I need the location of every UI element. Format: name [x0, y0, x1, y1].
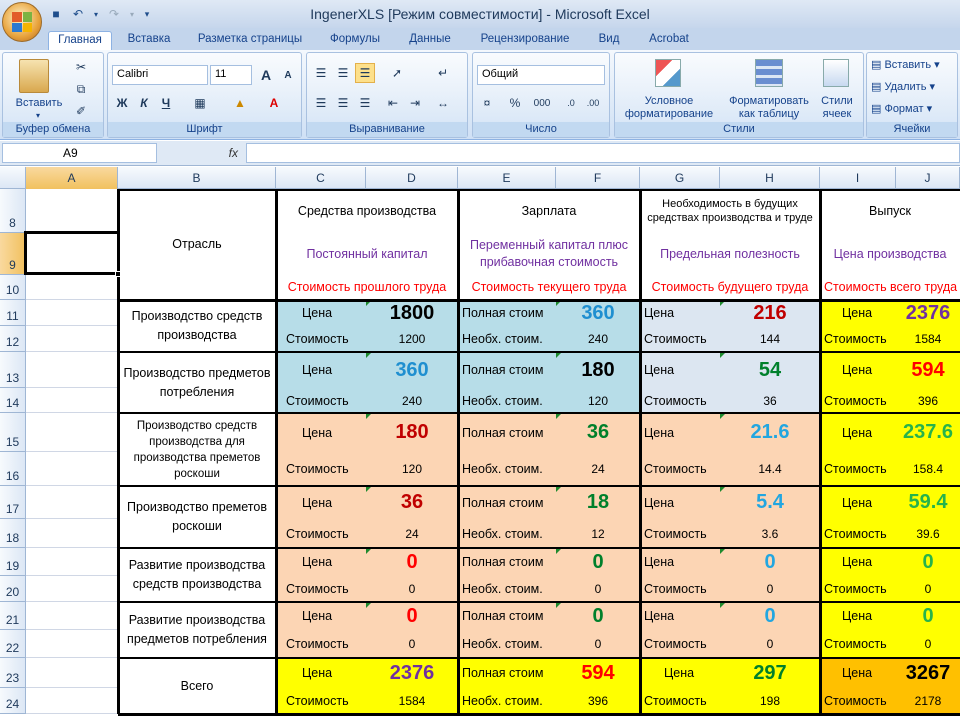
increase-indent-icon[interactable]: ⇥ — [409, 96, 421, 110]
tab-formulas[interactable]: Формулы — [329, 33, 381, 45]
sector-name: Производство средств производства для производства преметов роскоши — [118, 413, 276, 486]
price-value[interactable]: 0 — [592, 604, 604, 627]
insert-function-button[interactable]: fx — [228, 146, 238, 160]
tab-home[interactable]: Главная — [48, 31, 112, 50]
cost-value[interactable]: 120 — [401, 462, 423, 476]
table-border — [118, 189, 960, 191]
cost-label: Необх. стоим. — [462, 332, 543, 346]
shrink-font-button[interactable]: A — [284, 69, 292, 81]
cost-label: Стоимость — [824, 637, 887, 651]
number-group — [472, 52, 610, 138]
row-header-11[interactable]: 11 — [0, 300, 26, 326]
cost-value[interactable]: 24 — [405, 526, 419, 541]
means-header: Средства производства — [276, 189, 458, 233]
styles-group — [614, 52, 864, 138]
table-border — [819, 189, 822, 714]
cost-value[interactable]: 36 — [763, 393, 777, 408]
table-border — [118, 351, 960, 353]
number-group-label: Число — [473, 122, 609, 137]
cost-label: Стоимость — [824, 526, 887, 541]
price-value[interactable]: 0 — [764, 550, 776, 573]
cost-value[interactable]: 1584 — [914, 332, 942, 346]
paste-button[interactable]: Вставить — [15, 97, 63, 109]
column-header-e[interactable]: E — [458, 167, 556, 189]
tab-review[interactable]: Рецензирование — [480, 33, 570, 45]
align-center-icon[interactable]: ☰ — [337, 96, 349, 110]
column-header-a[interactable]: A — [26, 167, 118, 189]
column-header-b[interactable]: B — [118, 167, 276, 189]
cost-value[interactable]: 24 — [591, 462, 605, 476]
copy-icon[interactable]: ⧉ — [76, 81, 86, 96]
conditional-formatting-icon[interactable] — [655, 59, 681, 87]
align-left-icon[interactable]: ☰ — [315, 96, 327, 110]
wrap-text-icon[interactable]: ↵ — [437, 66, 449, 80]
cost-value[interactable]: 0 — [924, 582, 932, 596]
number-format-select[interactable]: Общий — [477, 65, 605, 85]
total-labor-header: Стоимость всего труда — [820, 275, 960, 300]
column-header-h[interactable]: H — [720, 167, 820, 189]
quick-access-toolbar — [48, 5, 152, 23]
percent-button[interactable]: % — [509, 96, 521, 110]
price-label: Цена — [302, 425, 333, 440]
paste-dropdown-icon[interactable]: ▾ — [35, 111, 40, 120]
price-value[interactable]: 59.4 — [908, 491, 948, 513]
row-header-9[interactable]: 9 — [0, 233, 26, 275]
cost-value[interactable]: 12 — [591, 526, 605, 541]
cells-group-label: Ячейки — [867, 122, 957, 137]
cost-value[interactable]: 0 — [766, 582, 774, 596]
row-header-22[interactable]: 22 — [0, 630, 26, 658]
column-header-j[interactable]: J — [896, 167, 960, 189]
font-group-label: Шрифт — [108, 122, 301, 137]
alignment-group — [306, 52, 468, 138]
table-border — [118, 601, 960, 603]
price-label: Полная стоим — [462, 306, 544, 320]
cost-value[interactable]: 240 — [587, 332, 609, 346]
cost-value[interactable]: 240 — [401, 393, 423, 408]
undo-icon[interactable]: ↶ — [72, 7, 84, 21]
column-headers — [0, 167, 960, 189]
cost-value[interactable]: 1200 — [398, 332, 426, 346]
industry-header: Отрасль — [118, 189, 276, 300]
decrease-indent-icon[interactable]: ⇤ — [387, 96, 399, 110]
cost-value[interactable]: 0 — [924, 637, 932, 651]
row-header-23[interactable]: 23 — [0, 658, 26, 688]
row-header-24[interactable]: 24 — [0, 688, 26, 714]
row-header-15[interactable]: 15 — [0, 413, 26, 452]
price-label: Цена — [302, 306, 333, 320]
fill-color-icon[interactable]: ▲ — [234, 96, 246, 110]
cost-label: Необх. стоим. — [462, 462, 543, 476]
price-label: Цена — [644, 425, 675, 440]
cost-label: Стоимость — [644, 462, 707, 476]
price-label: Цена — [302, 609, 333, 623]
price-value[interactable]: 216 — [753, 301, 787, 324]
selected-cell-a9[interactable] — [24, 231, 120, 275]
cost-label: Стоимость — [286, 393, 349, 408]
cost-label: Необх. стоим. — [462, 637, 543, 651]
tab-data[interactable]: Данные — [409, 33, 451, 45]
cost-label: Необх. стоим. — [462, 582, 543, 596]
table-border — [275, 189, 278, 714]
cost-label: Стоимость — [644, 526, 707, 541]
current-labor-header: Стоимость текущего труда — [458, 275, 640, 300]
conditional-formatting-button[interactable]: Условное форматирование — [624, 95, 714, 120]
grow-font-button[interactable]: A — [260, 67, 272, 83]
cut-icon[interactable]: ✂ — [75, 60, 87, 74]
borders-icon[interactable]: ▦ — [194, 96, 206, 110]
format-as-table-button[interactable]: Форматировать как таблицу — [729, 95, 809, 120]
underline-button[interactable]: Ч — [161, 96, 171, 110]
price-label: Цена — [302, 666, 333, 680]
font-group — [107, 52, 302, 138]
cost-label: Стоимость — [286, 694, 349, 708]
row-header-17[interactable]: 17 — [0, 486, 26, 519]
cost-label: Стоимость — [286, 332, 349, 346]
clipboard-group — [2, 52, 104, 138]
align-top-icon[interactable]: ☰ — [315, 66, 327, 80]
cost-value[interactable]: 0 — [594, 637, 602, 651]
price-label: Цена — [842, 306, 873, 320]
cost-label: Стоимость — [286, 526, 349, 541]
cost-label: Стоимость — [644, 694, 707, 708]
price-label: Цена — [644, 306, 675, 320]
price-value[interactable]: 18 — [586, 491, 610, 513]
price-label: Полная стоим — [462, 666, 544, 680]
ribbon-tabs — [0, 28, 960, 50]
price-value[interactable]: 237.6 — [902, 421, 954, 443]
font-size-select[interactable]: 11 — [210, 65, 252, 85]
name-box[interactable]: A9 — [2, 143, 157, 163]
row-header-16[interactable]: 16 — [0, 452, 26, 486]
tab-acrobat[interactable]: Acrobat — [649, 33, 689, 45]
price-value[interactable]: 54 — [758, 358, 782, 381]
table-border — [118, 657, 960, 659]
price-value[interactable]: 0 — [592, 550, 604, 573]
price-label: Полная стоим — [462, 495, 544, 510]
window-title: IngenerXLS [Режим совместимости] - Microsoft Excel — [310, 6, 650, 22]
cost-label: Стоимость — [824, 462, 887, 476]
worksheet-grid[interactable] — [0, 189, 960, 720]
delete-cells-button[interactable]: ▤ Удалить ▾ — [871, 81, 936, 93]
row-header-21[interactable]: 21 — [0, 602, 26, 630]
output-header: Выпуск — [820, 189, 960, 233]
cost-label: Необх. стоим. — [462, 694, 543, 708]
format-painter-icon[interactable]: ✐ — [75, 104, 87, 118]
cost-label: Стоимость — [824, 332, 887, 346]
bold-button[interactable]: Ж — [116, 96, 128, 110]
row-header-20[interactable]: 20 — [0, 576, 26, 602]
cost-label: Стоимость — [644, 637, 707, 651]
price-label: Полная стоим — [462, 425, 544, 440]
price-label: Полная стоим — [462, 363, 544, 377]
production-price-header: Цена производства — [820, 233, 960, 275]
price-value[interactable]: 3267 — [905, 661, 951, 684]
price-label: Цена — [644, 555, 675, 569]
align-right-icon[interactable]: ☰ — [359, 96, 371, 110]
align-bottom-icon[interactable]: ☰ — [355, 63, 375, 83]
table-border — [457, 189, 460, 714]
cell-styles-icon[interactable] — [823, 59, 849, 87]
price-label: Цена — [842, 609, 873, 623]
price-value[interactable]: 0 — [764, 604, 776, 627]
price-label: Цена — [664, 666, 695, 680]
price-value[interactable]: 360 — [395, 358, 429, 381]
row-header-13[interactable]: 13 — [0, 352, 26, 388]
cost-label: Стоимость — [286, 582, 349, 596]
price-label: Цена — [842, 555, 873, 569]
row-header-10[interactable]: 10 — [0, 275, 26, 300]
font-name-select[interactable]: Calibri — [112, 65, 208, 85]
customize-toolbar-icon[interactable]: ▾ — [144, 8, 150, 19]
cost-label: Стоимость — [644, 393, 707, 408]
styles-group-label: Стили — [615, 122, 863, 137]
row-header-14[interactable]: 14 — [0, 388, 26, 413]
column-header-c[interactable]: C — [276, 167, 366, 189]
cost-value[interactable]: 14.4 — [758, 462, 782, 476]
table-border — [118, 713, 960, 716]
decrease-decimal-icon[interactable]: .00 — [586, 98, 600, 108]
cost-value[interactable]: 2178 — [914, 694, 942, 708]
cost-value[interactable]: 0 — [408, 582, 416, 596]
row-header-18[interactable]: 18 — [0, 519, 26, 548]
row-header-19[interactable]: 19 — [0, 548, 26, 576]
price-value[interactable]: 297 — [753, 661, 787, 684]
thousands-button[interactable]: 000 — [533, 97, 551, 109]
column-header-g[interactable]: G — [640, 167, 720, 189]
paste-icon[interactable] — [19, 59, 49, 93]
sector-name: Всего — [118, 658, 276, 714]
price-label: Цена — [302, 555, 333, 569]
price-label: Цена — [842, 363, 873, 377]
price-value[interactable]: 21.6 — [750, 421, 790, 443]
cost-value[interactable]: 0 — [766, 637, 774, 651]
cost-value[interactable]: 198 — [759, 694, 781, 708]
cost-value[interactable]: 158.4 — [912, 462, 944, 476]
redo-dropdown-icon[interactable]: ▾ — [129, 9, 134, 19]
cell-styles-button[interactable]: Стили ячеек — [821, 95, 853, 120]
sector-name: Развитие производства предметов потребления — [118, 602, 276, 658]
select-all-corner[interactable] — [0, 167, 26, 189]
cost-label: Стоимость — [824, 694, 887, 708]
cost-label: Необх. стоим. — [462, 393, 543, 408]
price-value[interactable]: 594 — [581, 661, 615, 684]
price-label: Цена — [644, 609, 675, 623]
row-header-12[interactable]: 12 — [0, 326, 26, 352]
formula-input[interactable] — [246, 143, 960, 163]
cost-label: Необх. стоим. — [462, 526, 543, 541]
redo-icon[interactable]: ↷ — [108, 7, 120, 21]
price-value[interactable]: 0 — [922, 604, 934, 627]
increase-decimal-icon[interactable]: .0 — [567, 98, 575, 108]
column-header-d[interactable]: D — [366, 167, 458, 189]
font-color-icon[interactable]: A — [269, 96, 279, 110]
cost-label: Стоимость — [644, 332, 707, 346]
undo-dropdown-icon[interactable]: ▾ — [93, 9, 98, 19]
format-cells-button[interactable]: ▤ Формат ▾ — [871, 103, 933, 115]
cells-group — [866, 52, 958, 138]
price-label: Цена — [842, 495, 873, 510]
cost-value[interactable]: 396 — [587, 694, 609, 708]
table-border — [118, 412, 960, 414]
cost-value[interactable]: 0 — [594, 582, 602, 596]
price-value[interactable]: 180 — [581, 358, 615, 381]
merge-center-icon[interactable]: ↔ — [437, 96, 449, 110]
price-label: Цена — [842, 425, 873, 440]
cost-label: Стоимость — [824, 393, 887, 408]
price-label: Полная стоим — [462, 609, 544, 623]
constant-capital-header: Постоянный капитал — [276, 233, 458, 275]
cost-value[interactable]: 120 — [587, 393, 609, 408]
cost-value[interactable]: 3.6 — [761, 526, 779, 541]
sector-name: Производство преметов роскоши — [118, 486, 276, 548]
table-border — [118, 485, 960, 487]
office-logo-icon — [12, 12, 32, 32]
fill-handle[interactable] — [115, 271, 121, 277]
tab-insert[interactable]: Вставка — [127, 33, 171, 45]
column-header-f[interactable]: F — [556, 167, 640, 189]
cost-label: Стоимость — [824, 582, 887, 596]
cost-label: Стоимость — [644, 582, 707, 596]
cost-value[interactable]: 1584 — [398, 694, 426, 708]
tab-page-layout[interactable]: Разметка страницы — [197, 33, 303, 45]
wages-header: Зарплата — [458, 189, 640, 233]
price-label: Полная стоим — [462, 555, 544, 569]
sector-name: Производство предметов потребления — [118, 352, 276, 413]
orientation-icon[interactable]: ➚ — [391, 66, 403, 80]
price-value[interactable]: 36 — [400, 491, 424, 513]
cost-value[interactable]: 39.6 — [916, 526, 940, 541]
price-value[interactable]: 0 — [406, 604, 418, 627]
align-middle-icon[interactable]: ☰ — [337, 66, 349, 80]
cost-label: Стоимость — [286, 462, 349, 476]
price-value[interactable]: 180 — [395, 421, 429, 443]
past-labor-header: Стоимость прошлого труда — [276, 275, 458, 300]
currency-icon[interactable]: ¤ — [483, 96, 491, 110]
alignment-group-label: Выравнивание — [307, 122, 467, 137]
cost-value[interactable]: 144 — [759, 332, 781, 346]
price-value[interactable]: 0 — [406, 550, 418, 573]
save-icon[interactable]: ■ — [52, 7, 60, 21]
table-border — [118, 547, 960, 549]
price-value[interactable]: 5.4 — [756, 491, 784, 513]
tab-view[interactable]: Вид — [598, 33, 620, 45]
price-label: Цена — [644, 495, 675, 510]
price-value[interactable]: 36 — [586, 421, 610, 443]
price-label: Цена — [302, 363, 333, 377]
price-value[interactable]: 0 — [922, 550, 934, 573]
sector-name: Развитие производства средств производства — [118, 548, 276, 602]
row-header-8[interactable]: 8 — [0, 189, 26, 233]
table-border — [639, 189, 642, 714]
future-labor-header: Стоимость будущего труда — [640, 275, 820, 300]
price-value[interactable]: 2376 — [389, 661, 435, 684]
ribbon — [0, 50, 960, 140]
format-as-table-icon[interactable] — [755, 59, 783, 87]
future-header: Необходимость в будущих средствах производства и труде — [640, 189, 820, 233]
table-border — [118, 299, 960, 302]
cost-value[interactable]: 396 — [917, 393, 939, 408]
column-header-i[interactable]: I — [820, 167, 896, 189]
price-value[interactable]: 594 — [911, 358, 945, 381]
sector-name: Производство средств производства — [118, 300, 276, 352]
cost-label: Стоимость — [286, 637, 349, 651]
price-value[interactable]: 360 — [581, 301, 615, 324]
price-label: Цена — [842, 666, 873, 680]
price-label: Цена — [644, 363, 675, 377]
formula-bar — [0, 141, 960, 166]
variable-capital-header: Переменный капитал плюс прибавочная стоимость — [458, 233, 640, 275]
price-value[interactable]: 1800 — [389, 301, 435, 324]
clipboard-group-label: Буфер обмена — [3, 122, 103, 137]
marginal-utility-header: Предельная полезность — [640, 233, 820, 275]
insert-cells-button[interactable]: ▤ Вставить ▾ — [871, 59, 940, 71]
cost-value[interactable]: 0 — [408, 637, 416, 651]
price-value[interactable]: 2376 — [905, 301, 951, 324]
price-label: Цена — [302, 495, 333, 510]
italic-button[interactable]: К — [140, 96, 148, 110]
office-button[interactable] — [2, 2, 42, 42]
